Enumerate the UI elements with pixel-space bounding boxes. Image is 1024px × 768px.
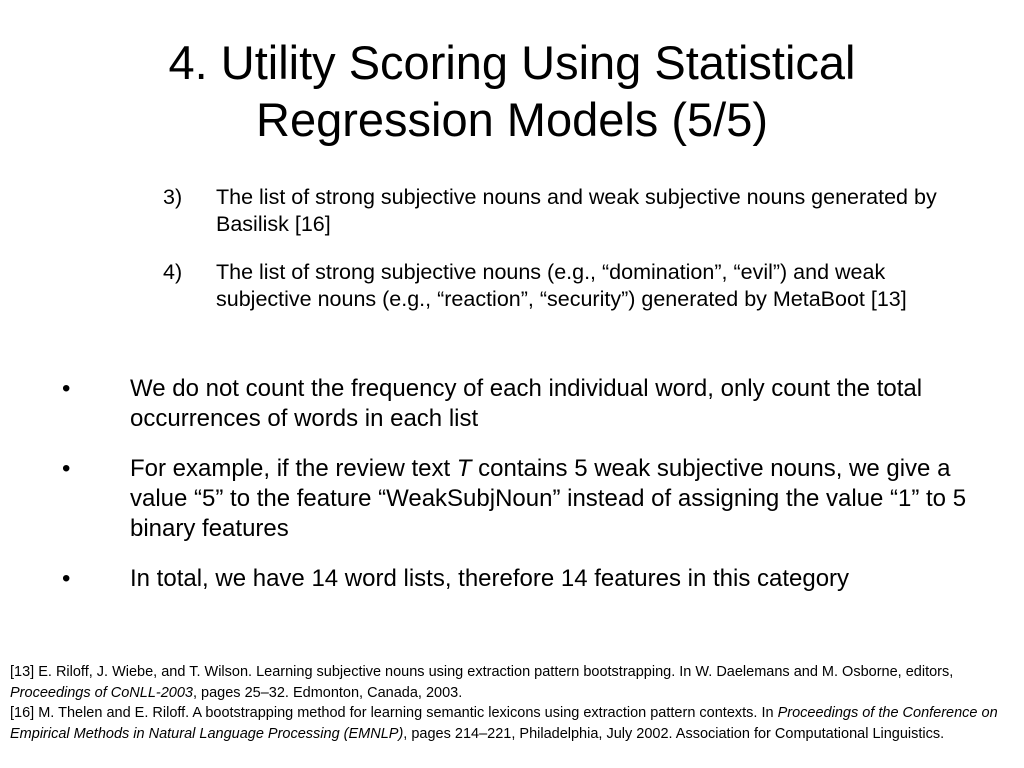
reference-13 bbox=[10, 662, 1015, 703]
bullet-list bbox=[62, 374, 972, 614]
bullet-text-a: For example, if the review text bbox=[130, 455, 457, 482]
numbered-list bbox=[163, 184, 963, 334]
slide-title bbox=[0, 34, 1024, 148]
reference-venue: Proceedings of the Conference on Empirical Methods in Natural Language Processing (EMNLP) bbox=[10, 705, 998, 742]
bullet-text-c: contains 5 weak subjective nouns, we give a value “5” to the feature “WeakSubjNoun” instead of assigning the value “1” to 5 binary features bbox=[130, 455, 967, 542]
bullet-text: In total, we have 14 word lists, therefore 14 features in this category bbox=[130, 565, 850, 592]
reference-text: [13] E. Riloff, J. Wiebe, and T. Wilson. Learning subjective nouns using extraction pattern bootstrapping. In W. Daelemans and M. Osborne, editors, bbox=[10, 664, 954, 680]
list-item bbox=[163, 184, 963, 238]
reference-venue: Proceedings of CoNLL-2003 bbox=[10, 684, 193, 701]
reference-text: [16] M. Thelen and E. Riloff. A bootstrapping method for learning semantic lexicons using extraction pattern contexts. In bbox=[10, 705, 778, 721]
bullet-marker: • bbox=[62, 375, 71, 402]
bullet-item bbox=[62, 374, 972, 434]
item-text: The list of strong subjective nouns (e.g., “domination”, “evil”) and weak subjective nouns (e.g., “reaction”, “security”) generated by MetaBoot [13] bbox=[216, 260, 907, 311]
title-line-2: Regression Models (5/5) bbox=[256, 93, 768, 146]
bullet-item bbox=[62, 564, 972, 594]
reference-text: , pages 214–221, Philadelphia, July 2002. Association for Computational Linguistics. bbox=[403, 725, 945, 742]
reference-text: , pages 25–32. Edmonton, Canada, 2003. bbox=[192, 684, 463, 701]
item-number: 3) bbox=[163, 185, 183, 209]
bullet-text: We do not count the frequency of each individual word, only count the total occurrences of words in each list bbox=[130, 375, 923, 432]
item-number: 4) bbox=[163, 260, 183, 284]
bullet-item bbox=[62, 454, 972, 544]
references bbox=[10, 662, 1015, 744]
title-line-1: 4. Utility Scoring Using Statistical bbox=[168, 36, 856, 89]
list-item bbox=[163, 259, 963, 313]
bullet-text-italic: T bbox=[456, 455, 472, 482]
bullet-marker: • bbox=[62, 565, 71, 592]
reference-16 bbox=[10, 703, 1015, 744]
item-text: The list of strong subjective nouns and weak subjective nouns generated by Basilisk [16] bbox=[216, 185, 937, 236]
bullet-marker: • bbox=[62, 455, 71, 482]
